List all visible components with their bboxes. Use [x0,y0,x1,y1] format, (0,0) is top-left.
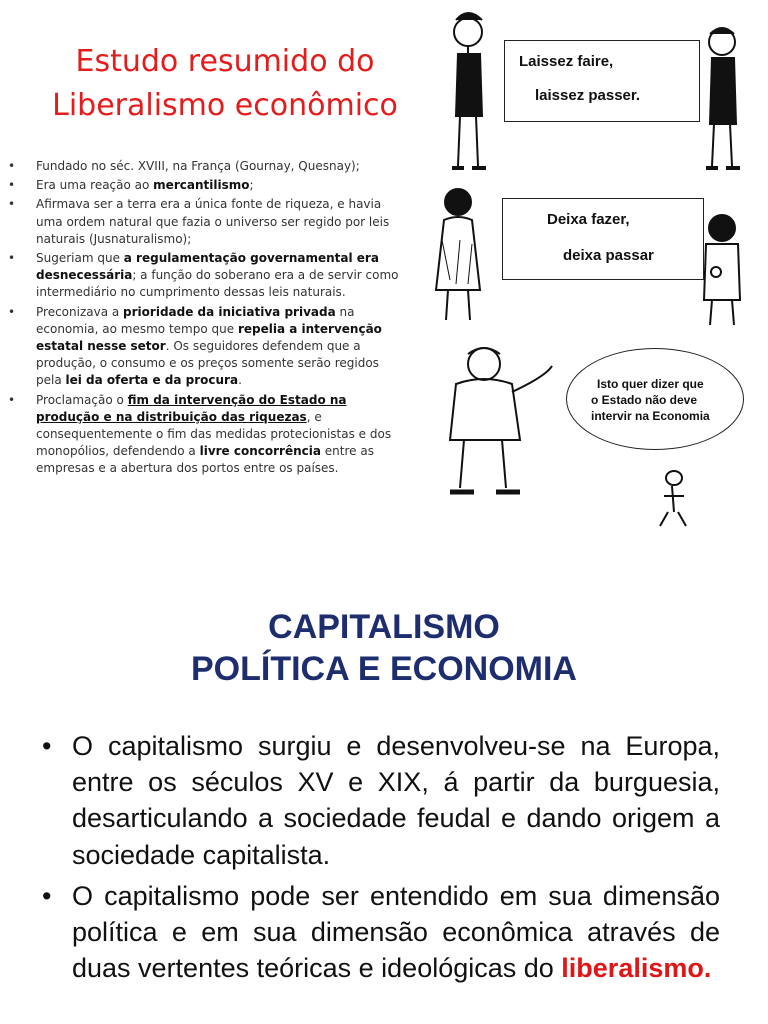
speech-3-line-3: intervir na Economia [591,409,710,423]
text-run: Sugeriam que [36,251,124,266]
text-run: O capitalismo surgiu e desenvolveu-se na Europa, entre os séculos XV e XIX, á partir da burguesia, desarticulando a sociedade feudal e dando origem a sociedade capitalista. [72,731,720,870]
speech-bubble-3 [566,348,744,450]
speech-1-line-1: Laissez faire, [519,53,614,70]
page-title [30,40,420,128]
bold-text: livre concorrência [199,444,321,459]
cartoon-panel-3 [416,336,748,536]
summary-bullet-item [8,392,408,478]
summary-bullet-item [8,250,408,302]
text-run: O capitalismo pode ser entendido em sua dimensão política e em sua dimensão econômica através de duas vertentes teóricas e ideológicas do [72,880,720,984]
bold-text: repelia a intervenção estatal nesse setor [36,321,382,354]
text-run: entre as empresas e a abertura dos portos entre os países. [36,444,374,476]
capitalism-bullet-item [40,728,720,873]
bold-text: prioridade da iniciativa privada [123,304,336,319]
section-title [0,606,768,690]
text-run: Fundado no séc. XVIII, na França (Gournay, Quesnay); [36,159,360,173]
text-run: . Os seguidores defendem que a produção, o consumo e os preços somente serão regidos pela [36,339,379,388]
bold-text: lei da oferta e da procura [65,373,239,388]
text-run: Afirmava ser a terra era a única fonte de riqueza, e havia uma ordem natural que fazia o universo ser regido por leis naturais (Jusnaturalismo); [36,197,390,246]
text-run: , e consequentemente o fim das medidas protecionistas e dos monopólios, defendendo a [36,409,392,459]
text-run: . [238,373,242,388]
summary-bullet-list [8,158,408,480]
speech-3-line-1: Isto quer dizer que [597,377,704,391]
title-line-1: Estudo resumido do [75,44,375,79]
text-run: ; [249,178,254,193]
text-run: Era uma reação ao [36,178,154,193]
speech-1-line-2: laissez passer. [535,87,641,104]
summary-bullet-item [8,158,408,175]
capitalism-bullet-list [40,728,720,991]
text-run: Proclamação o [36,392,128,407]
speech-2-line-1: Deixa fazer, [547,211,630,228]
bold-text: a regulamentação governamental era desnecessária [36,251,379,283]
cartoon-panel-1 [416,6,748,178]
summary-bullet-item [8,304,408,390]
section-title-line-2: POLÍTICA E ECONOMIA [191,650,577,688]
summary-bullet-item [8,196,408,248]
underlined-bold-text: fim da intervenção do Estado na produção e na distribuição das riquezas [36,392,347,424]
highlight-text: liberalismo. [561,953,712,984]
capitalism-bullet-item [40,878,720,987]
title-line-2: Liberalismo econômico [52,88,398,123]
speech-box-1 [504,40,700,122]
speech-box-2 [502,198,704,280]
cartoon-panel-2 [416,180,748,332]
bold-text: mercantilismo [153,178,250,193]
text-run: Preconizava a [36,304,124,319]
summary-bullet-item [8,177,408,194]
speech-2-line-2: deixa passar [563,247,654,264]
speech-3-line-2: o Estado não deve [591,393,698,407]
section-title-line-1: CAPITALISMO [268,608,500,646]
text-run: na economia, ao mesmo tempo que [36,304,355,336]
text-run: ; a função do soberano era a de servir como intermediário no cumprimento dessas leis naturais. [36,268,399,300]
